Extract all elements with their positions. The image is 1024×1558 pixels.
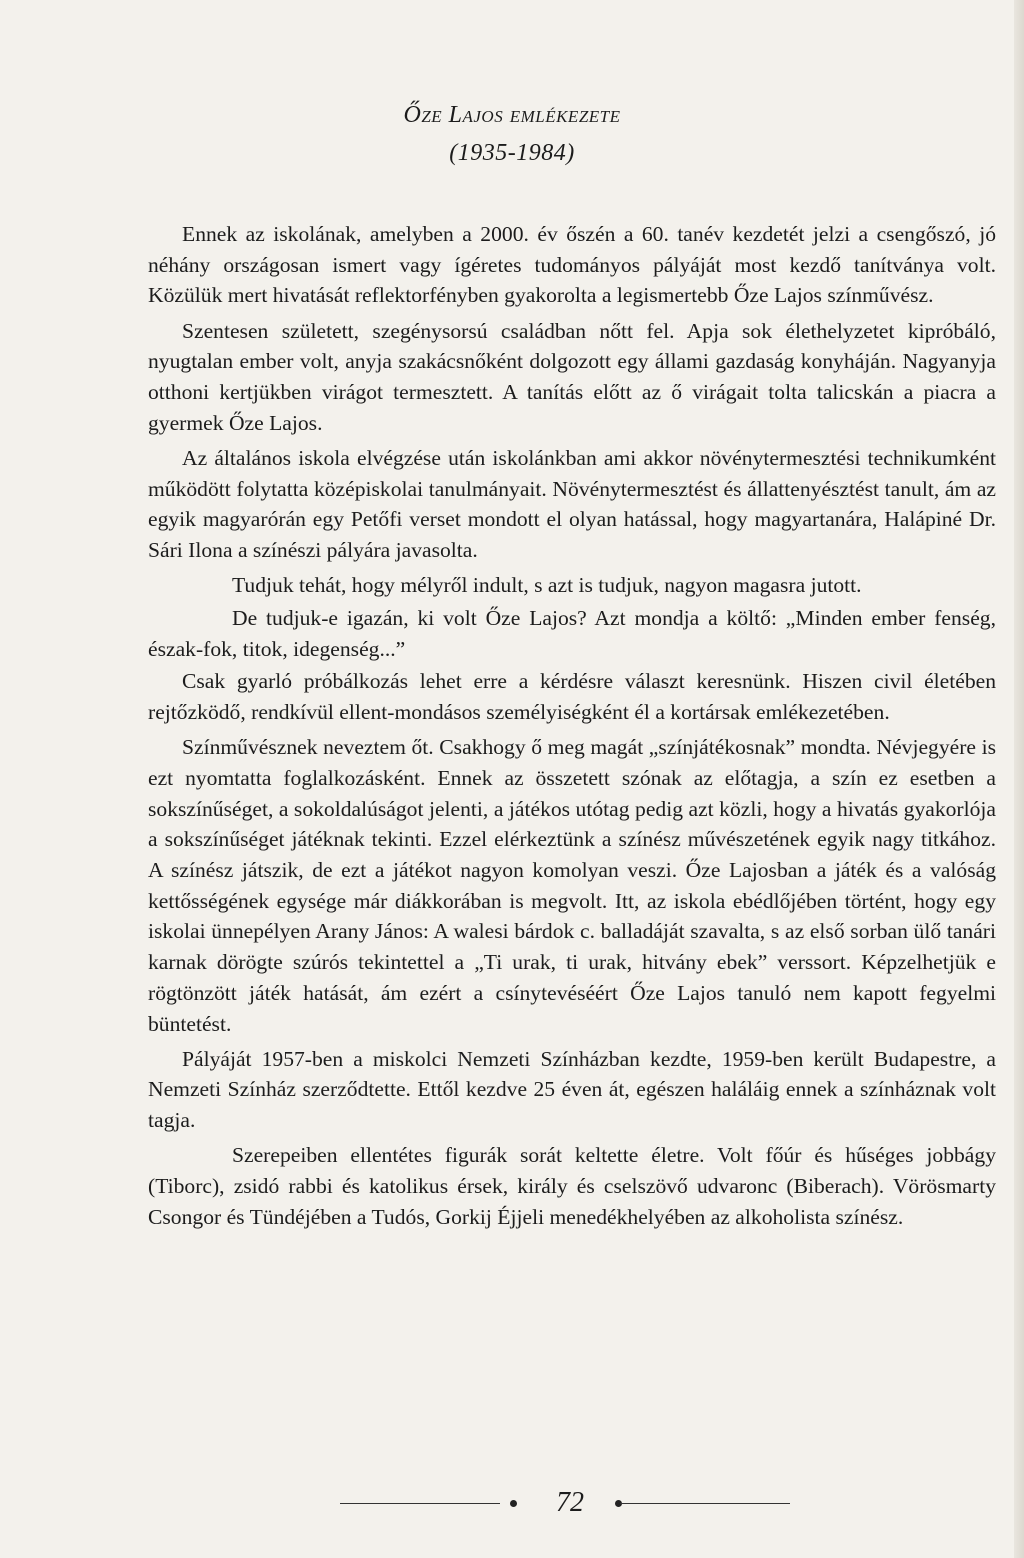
body-text: [148, 219, 996, 1235]
paragraph-7: Színművésznek neveztem őt. Csakhogy ő meg magát „színjátékosnak” mondta. Névjegyére is ezt nyomtatta foglalkozásként. Ennek az összetett szónak az előtagja, a szín ez esetben a sokszínűséget, a sokoldalúságot jelenti, a játékos utótag pedig azt közli, hogy a hivatás gyakorlója a sokszínűséget játéknak tekinti. Ezzel elérkeztünk a színész művészetének egyik nagy titkához. A színész játszik, de ezt a játékot nagyon komolyan veszi. Őze Lajosban a játék és a valóság kettősségének egysége már diákkorában is megvolt. Itt, az iskola ebédlőjében történt, hogy egy iskolai ünnepélyen Arany János: A walesi bárdok c. balladáját szavalta, s az első sorban ülő tanári karnak dörögte szúrós tekintettel a „Ti urak, ti urak, hitvány ebek” verssort. Képzelhetjük e rögtönzött játék hatását, ám ezért a csínytevéséért Őze Lajos tanuló nem kapott fegyelmi büntetést.: [148, 735, 996, 1036]
paragraph-1: Ennek az iskolának, amelyben a 2000. év őszén a 60. tanév kezdetét jelzi a csengőszó, jó néhány országosan ismert vagy ígéretes tudományos pályáját most kezdő tanítványa volt. Közülük mert hivatását reflektorfényben gyakorolta a legismertebb Őze Lajos színművész.: [148, 222, 996, 308]
paragraph-5: De tudjuk-e igazán, ki volt Őze Lajos? Azt mondja a költő: „Minden ember fenség, észak-fok, titok, idegenség...”: [148, 605, 996, 661]
paragraph-3: Az általános iskola elvégzése után iskolánkban ami akkor növénytermesztési technikumként működött folytatta középiskolai tanulmányait. Növénytermesztést és állattenyésztést tanult, ám az egyik magyarórán egy Petőfi verset mondott el olyan hatással, hogy magyartanára, Halápiné Dr. Sári Ilona a színészi pályára javasolta.: [148, 445, 996, 563]
paragraph-9: Szerepeiben ellentétes figurák sorát keltette életre. Volt főúr és hűséges jobbágy (Tiborc), zsidó rabbi és katolikus érsek, király és cselszövő udvaronc (Biberach). Vörösmarty Csongor és Tündéjében a Tudós, Gorkij Éjjeli menedékhelyében az alkoholista színész.: [148, 1143, 996, 1229]
page-edge: [1014, 0, 1024, 1558]
paragraph-4: Tudjuk tehát, hogy mélyről indult, s azt is tudjuk, nagyon magasra jutott.: [232, 573, 862, 598]
footer-dot-left: [510, 1500, 517, 1507]
footer-rule-left: [340, 1503, 500, 1504]
chapter-heading: [0, 100, 1024, 168]
footer-rule-right: [620, 1503, 790, 1504]
paragraph-2: Szentesen született, szegénysorsú családban nőtt fel. Apja sok élethelyzetet kipróbáló, nyugtalan ember volt, anyja szakácsnőként dolgozott egy állami gazdaság konyháján. Nagyanyja otthoni kertjükben virágot termesztett. A tanítás előtt az ő virágait tolta talicskán a piacra a gyermek Őze Lajos.: [148, 318, 996, 435]
paragraph-8: Pályáját 1957-ben a miskolci Nemzeti Színházban kezdte, 1959-ben került Budapestre, a Nemzeti Színház szerződtette. Ettől kezdve 25 éven át, egészen haláláig ennek a színháznak volt tagja.: [148, 1046, 996, 1133]
chapter-title: Őze Lajos emlékezete: [403, 102, 621, 128]
chapter-dates: (1935-1984): [449, 140, 575, 166]
page-footer: [340, 1485, 790, 1525]
paragraph-6: Csak gyarló próbálkozás lehet erre a kérdésre választ keresnünk. Hiszen civil életében rejtőzködő, rendkívül ellent-mondásos személyiségként él a kortársak emlékezetében.: [148, 669, 996, 725]
page-number: 72: [556, 1487, 584, 1518]
